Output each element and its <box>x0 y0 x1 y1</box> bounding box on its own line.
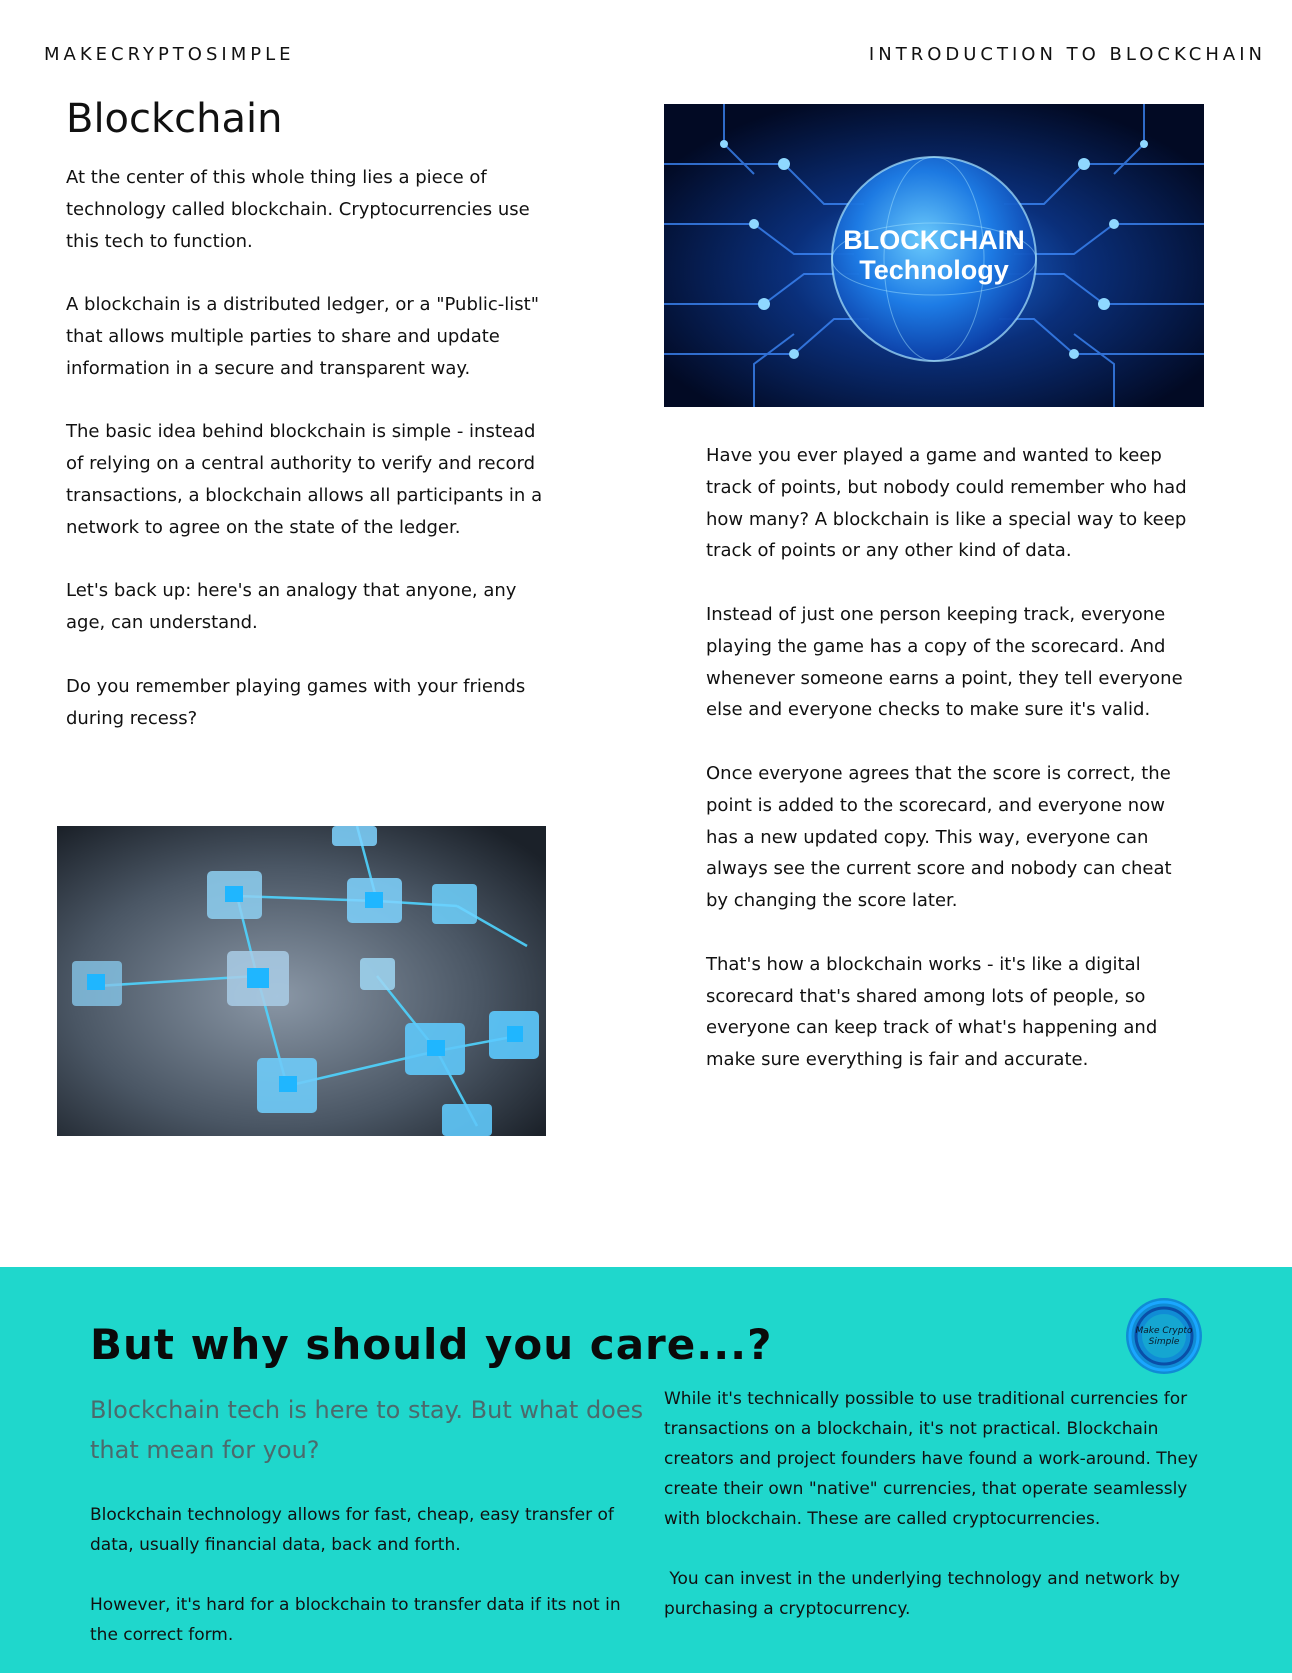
right-paragraph: Once everyone agrees that the score is correct, the point is added to the scorecard, and everyone now has a new updated copy. This way, everyone can always see the current score and nobody can cheat by changing the score later. <box>706 762 1172 912</box>
left-paragraph: At the center of this whole thing lies a piece of technology called blockchain. Cryptocurrencies use this tech to function. <box>66 167 530 252</box>
section-heading: But why should you care...? <box>90 1320 773 1369</box>
band-right-column <box>664 1384 1224 1654</box>
page-title: Blockchain <box>66 96 283 142</box>
blockchain-technology-image <box>664 104 1204 407</box>
network-blocks-illustration <box>57 826 546 1136</box>
brand-header: MAKECRYPTOSIMPLE <box>44 44 295 65</box>
left-column <box>66 162 554 766</box>
logo-text-line2: Simple <box>1148 1337 1180 1347</box>
circuit-globe-illustration <box>664 104 1204 407</box>
band-right-paragraph: While it's technically possible to use traditional currencies for transactions on a blockchain, it's not practical. Blockchain creators and project founders have found a work-around. They create their own "native" currencies, that operate seamlessly with blockchain. These are called cryptocurrencies. <box>664 1389 1198 1529</box>
left-paragraph: Do you remember playing games with your friends during recess? <box>66 675 526 729</box>
right-paragraph: That's how a blockchain works - it's like a digital scorecard that's shared among lots of people, so everyone can keep track of what's happening and make sure everything is fair and accurate. <box>706 953 1158 1071</box>
band-left-column <box>90 1500 630 1680</box>
logo-text-line1: Make Crypto <box>1135 1326 1193 1336</box>
left-paragraph: The basic idea behind blockchain is simple - instead of relying on a central authority to verify and record transactions, a blockchain allows all participants in a network to agree on the state of the ledger. <box>66 421 543 538</box>
make-crypto-simple-logo <box>1120 1296 1208 1376</box>
right-column <box>706 440 1196 1108</box>
image-caption-line1: BLOCKCHAIN <box>843 225 1025 255</box>
right-paragraph: Have you ever played a game and wanted to keep track of points, but nobody could remember who had how many? A blockchain is like a special way to keep track of points or any other kind of data. <box>706 445 1187 562</box>
right-paragraph: Instead of just one person keeping track, everyone playing the game has a copy of the scorecard. And whenever someone earns a point, they tell everyone else and everyone checks to make sure it's valid. <box>706 603 1183 721</box>
image-caption-line2: Technology <box>859 255 1009 285</box>
blockchain-network-image <box>57 826 546 1136</box>
left-paragraph: Let's back up: here's an analogy that anyone, any age, can understand. <box>66 580 517 634</box>
section-header: INTRODUCTION TO BLOCKCHAIN <box>868 44 1266 65</box>
band-left-paragraph: However, it's hard for a blockchain to transfer data if its not in the correct form. <box>90 1595 621 1645</box>
band-left-paragraph: Blockchain technology allows for fast, cheap, easy transfer of data, usually financial data, back and forth. <box>90 1505 614 1555</box>
left-paragraph: A blockchain is a distributed ledger, or a "Public-list" that allows multiple parties to share and update information in a secure and transparent way. <box>66 294 539 379</box>
band-right-paragraph: You can invest in the underlying technology and network by purchasing a cryptocurrency. <box>664 1569 1186 1619</box>
section-subheading: Blockchain tech is here to stay. But what does that mean for you? <box>90 1396 644 1464</box>
